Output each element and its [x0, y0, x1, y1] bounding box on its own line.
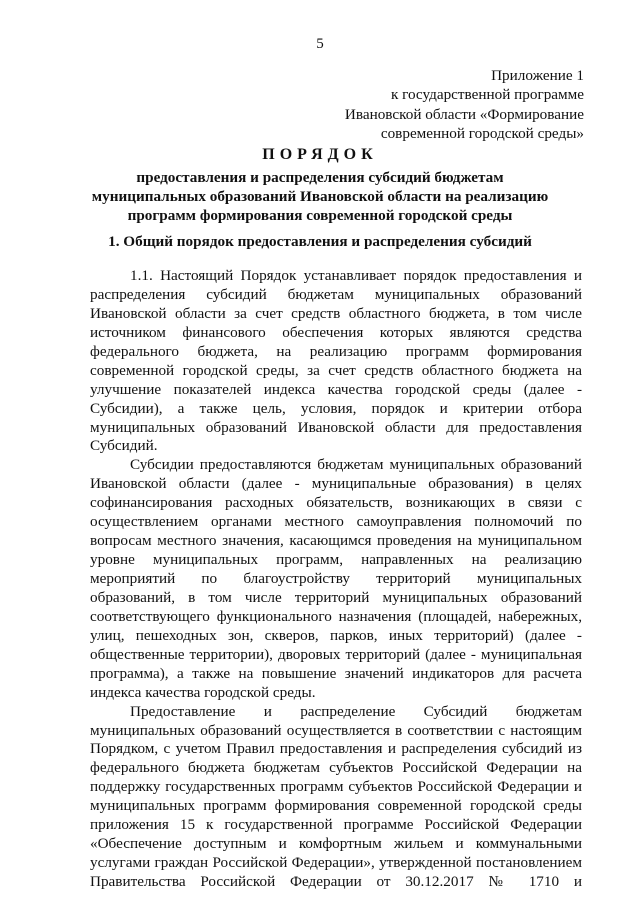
- text-line: муниципальных образований осуществляется в соответствии с настоящим: [90, 721, 582, 739]
- appendix-line: к государственной программе: [390, 86, 584, 104]
- text-line: улиц, пешеходных зон, скверов, парков, иных территорий) (далее -: [90, 626, 582, 644]
- text-line: программа), а также на повышение значений индикаторов для расчета: [90, 664, 582, 682]
- document-subtitle: [0, 168, 640, 225]
- text-line: «Обеспечение доступным и комфортным жильем и коммунальными: [90, 835, 582, 853]
- page-number: 5: [316, 36, 324, 52]
- subtitle-line: муниципальных образований Ивановской области на реализацию: [91, 188, 549, 205]
- text-line: современной городской среды, за счет средств областного бюджета на: [90, 361, 582, 379]
- text-line: поддержку государственных программ субъектов Российской Федерации и: [90, 778, 582, 796]
- text-line: Ивановской области (далее - муниципальные образования) в целях: [90, 475, 582, 493]
- text-line: уровне муниципальных программ, направленных на реализацию: [90, 551, 582, 569]
- section-heading: 1. Общий порядок предоставления и распределения субсидий: [108, 233, 532, 250]
- subtitle-line: предоставления и распределения субсидий бюджетам: [136, 169, 504, 186]
- paragraph-3: [90, 703, 582, 892]
- paragraph-2: [90, 456, 582, 702]
- text-line: соответствующего функционального назначения (площадей, набережных,: [90, 607, 582, 625]
- text-line: муниципальных образований Ивановской области для предоставления: [90, 418, 582, 436]
- text-line: Правительства Российской Федерации от 30.12.2017 № 1710 и: [90, 873, 582, 890]
- text-line: услугами граждан Российской Федерации», утвержденной постановлением: [90, 854, 582, 872]
- text-line: федерального бюджета бюджетам субъектов Российской Федерации на: [90, 759, 582, 777]
- text-line: индекса качества городской среды.: [90, 683, 316, 701]
- text-line: образований, в том числе территорий муниципальных образований: [90, 588, 582, 606]
- text-line: источником финансового обеспечения которых являются средства: [90, 323, 582, 341]
- paragraph-1: [90, 267, 582, 456]
- subtitle-line: программ формирования современной городской среды: [127, 207, 513, 224]
- text-line: осуществлением органами местного самоуправления полномочий по: [90, 513, 582, 531]
- text-line: Субсидии предоставляются бюджетам муниципальных образований: [130, 456, 582, 474]
- text-line: Предоставление и распределение Субсидий бюджетам: [130, 702, 582, 720]
- text-line: улучшение показателей индекса качества городской среды (далее -: [90, 380, 582, 398]
- text-line: вопросам местного значения, касающимся проведения на муниципальном: [90, 532, 582, 550]
- text-line: распределения субсидий бюджетам муниципальных образований: [90, 285, 582, 303]
- body-text: [90, 267, 582, 892]
- text-line: муниципальных программ формирования современной городской среды: [90, 797, 582, 815]
- appendix-line: Ивановской области «Формирование: [344, 105, 584, 123]
- text-line: приложения 15 к государственной программе Российской Федерации: [90, 816, 582, 834]
- text-line: мероприятий по благоустройству территорий муниципальных: [90, 570, 582, 587]
- text-line: Ивановской области за счет средств областного бюджета, в том числе: [90, 304, 582, 322]
- text-line: Порядком, с учетом Правил предоставления и распределения субсидий из: [90, 740, 582, 758]
- text-line: Субсидий.: [90, 437, 158, 455]
- document-title: ПОРЯДОК: [262, 146, 378, 163]
- text-line: софинансирования расходных обязательств, возникающих в связи с: [90, 494, 582, 512]
- appendix-line: Приложение 1: [491, 67, 584, 84]
- text-line: 1.1. Настоящий Порядок устанавливает порядок предоставления и: [130, 267, 582, 284]
- appendix-line: современной городской среды»: [380, 125, 584, 143]
- text-line: общественные территории), дворовых территорий (далее - муниципальная: [90, 645, 582, 663]
- appendix-reference: [284, 66, 584, 144]
- text-line: федерального бюджета, на реализацию программ формирования: [90, 342, 582, 360]
- text-line: Субсидии), а также цель, условия, порядок и критерии отбора: [90, 399, 582, 417]
